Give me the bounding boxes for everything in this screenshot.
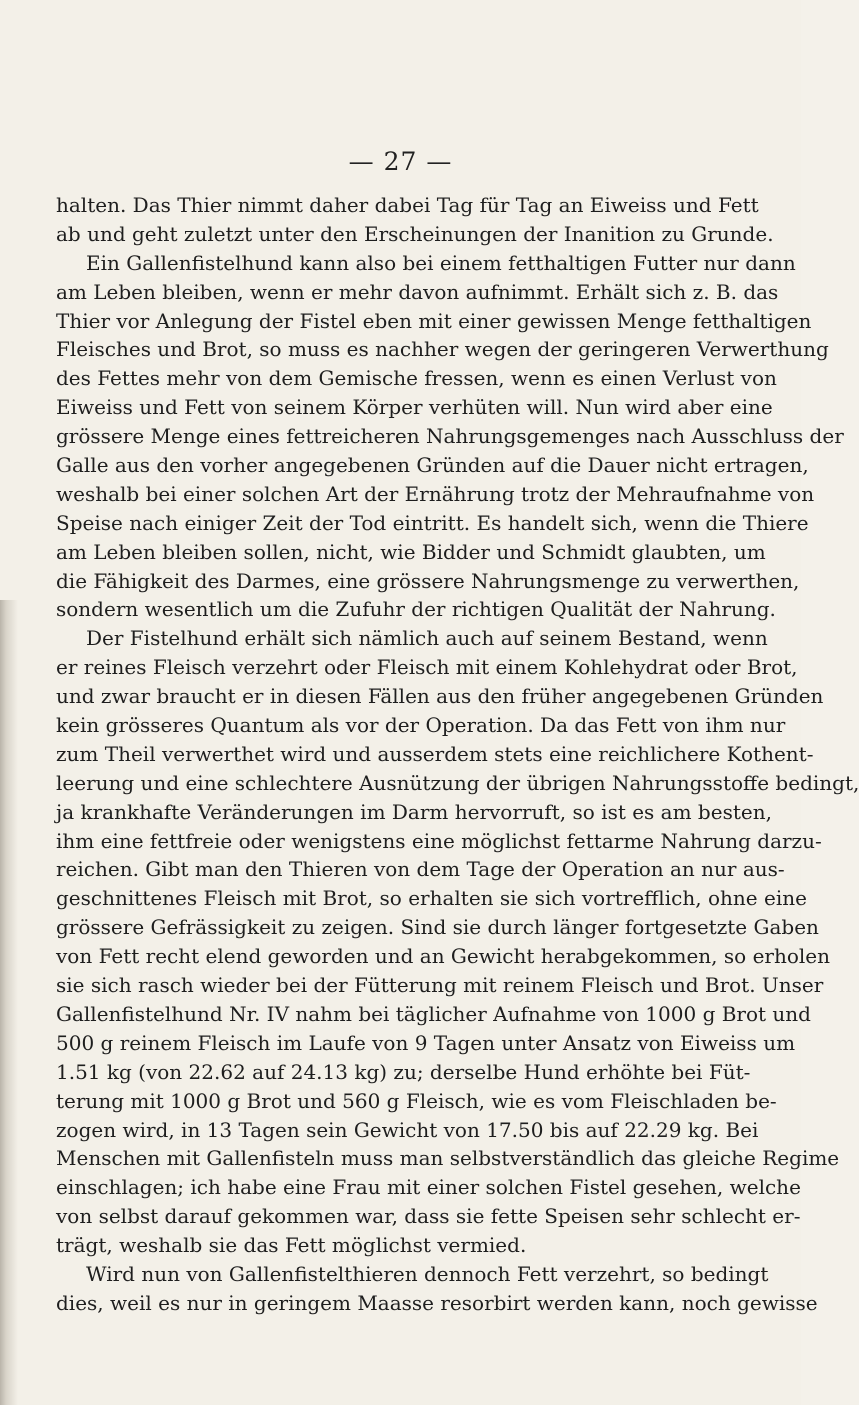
text-line: sie sich rasch wieder bei der Fütterung mit reinem Fleisch und Brot. Unser (56, 973, 824, 998)
text-line: geschnittenes Fleisch mit Brot, so erhalten sie sich vortrefflich, ohne eine (56, 886, 807, 911)
text-line: weshalb bei einer solchen Art der Ernährung trotz der Mehraufnahme von (56, 481, 815, 506)
text-line: und zwar braucht er in diesen Fällen aus den früher angegebenen Gründen (56, 684, 824, 709)
text-line: terung mit 1000 g Brot und 560 g Fleisch, wie es vom Fleischladen be- (56, 1088, 777, 1113)
text-line: halten. Das Thier nimmt daher dabei Tag für Tag an Eiweiss und Fett (56, 193, 759, 217)
text-line: Galle aus den vorher angegebenen Gründen auf die Dauer nicht ertragen, (56, 453, 809, 478)
text-line: er reines Fleisch verzehrt oder Fleisch mit einem Kohlehydrat oder Brot, (56, 655, 798, 680)
text-line: ab und geht zuletzt unter den Erscheinungen der Inanition zu Grunde. (56, 221, 774, 246)
text-line: 500 g reinem Fleisch im Laufe von 9 Tagen unter Ansatz von Eiweiss um (56, 1030, 796, 1055)
text-line: Ein Gallenfistelhund kann also bei einem fetthaltigen Futter nur dann (86, 250, 796, 275)
text-line: Eiweiss und Fett von seinem Körper verhüten will. Nun wird aber eine (56, 395, 773, 420)
text-line: Wird nun von Gallenfistelthieren dennoch Fett verzehrt, so bedingt (86, 1261, 769, 1286)
text-line: von Fett recht elend geworden und an Gewicht herabgekommen, so erholen (56, 944, 830, 969)
text-line: von selbst darauf gekommen war, dass sie fette Speisen sehr schlecht er- (56, 1204, 801, 1229)
text-line: des Fettes mehr von dem Gemische fressen, wenn es einen Verlust von (56, 366, 777, 391)
text-line: Gallenfistelhund Nr. IV nahm bei täglicher Aufnahme von 1000 g Brot und (56, 1001, 811, 1026)
body-text (56, 191, 859, 1318)
text-line: sondern wesentlich um die Zufuhr der richtigen Qualität der Nahrung. (56, 597, 776, 622)
text-line: Speise nach einiger Zeit der Tod eintritt. Es handelt sich, wenn die Thiere (56, 510, 809, 535)
text-line: Der Fistelhund erhält sich nämlich auch auf seinem Bestand, wenn (86, 626, 768, 651)
text-line: zum Theil verwerthet wird und ausserdem stets eine reichlichere Kothent- (56, 741, 814, 766)
text-line: einschlagen; ich habe eine Frau mit einer solchen Fistel gesehen, welche (56, 1175, 801, 1200)
text-line: grössere Menge eines fettreicheren Nahrungsgemenges nach Ausschluss der (56, 424, 844, 449)
text-line: reichen. Gibt man den Thieren von dem Tage der Operation an nur aus- (56, 857, 785, 882)
page-number: — 27 — (348, 147, 453, 176)
text-line: ihm eine fettfreie oder wenigstens eine möglichst fettarme Nahrung darzu- (56, 828, 822, 853)
text-line: Fleisches und Brot, so muss es nachher wegen der geringeren Verwerthung (56, 337, 829, 362)
text-line: Menschen mit Gallenfisteln muss man selbstverständlich das gleiche Regime (56, 1146, 840, 1171)
binding-shadow (0, 600, 18, 1405)
text-line: 1.51 kg (von 22.62 auf 24.13 kg) zu; derselbe Hund erhöhte bei Füt- (56, 1059, 751, 1084)
text-line: kein grösseres Quantum als vor der Operation. Da das Fett von ihm nur (56, 713, 786, 738)
text-line: am Leben bleiben, wenn er mehr davon aufnimmt. Erhält sich z. B. das (56, 279, 779, 304)
text-line: zogen wird, in 13 Tagen sein Gewicht von 17.50 bis auf 22.29 kg. Bei (56, 1117, 759, 1142)
text-line: am Leben bleiben sollen, nicht, wie Bidder und Schmidt glaubten, um (56, 539, 766, 564)
text-line: leerung und eine schlechtere Ausnützung der übrigen Nahrungsstoffe bedingt, (56, 770, 859, 795)
text-line: die Fähigkeit des Darmes, eine grössere Nahrungsmenge zu verwerthen, (56, 568, 800, 593)
text-line: trägt, weshalb sie das Fett möglichst vermied. (56, 1233, 527, 1258)
text-line: ja krankhafte Veränderungen im Darm hervorruft, so ist es am besten, (56, 799, 772, 824)
text-line: dies, weil es nur in geringem Maasse resorbirt werden kann, noch gewisse (56, 1290, 818, 1315)
text-line: Thier vor Anlegung der Fistel eben mit einer gewissen Menge fetthaltigen (56, 308, 812, 333)
text-line: grössere Gefrässigkeit zu zeigen. Sind sie durch länger fortgesetzte Gaben (56, 915, 819, 940)
